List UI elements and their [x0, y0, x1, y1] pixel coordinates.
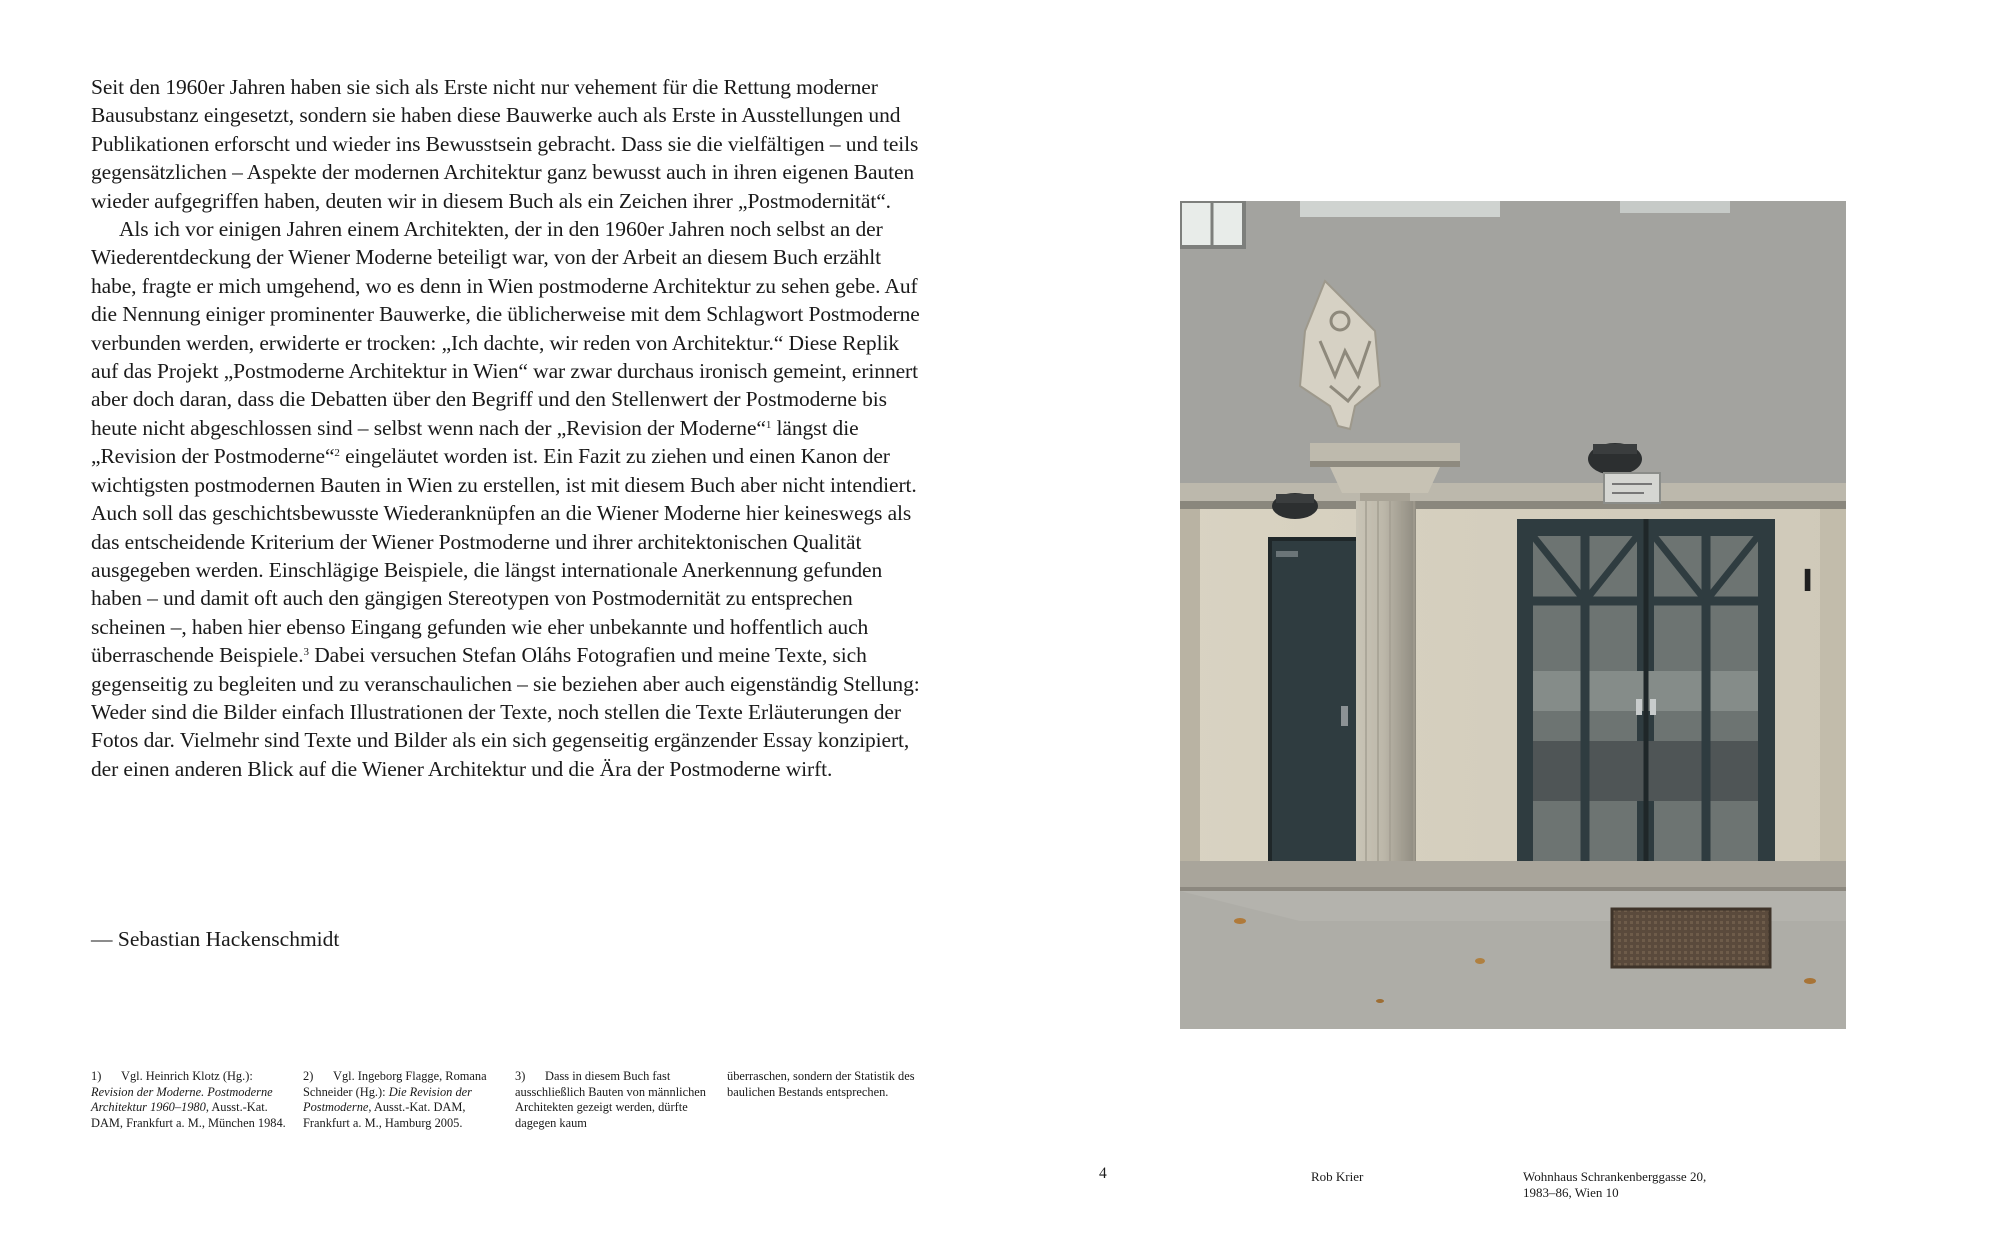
caption-building — [1523, 1169, 1783, 1201]
entrance-photograph — [1180, 201, 1846, 1029]
footnote-title: Revision der Moderne. Postmoderne Architektur 1960–1980 — [91, 1084, 273, 1115]
footnote-ref-1: 1 — [765, 418, 772, 431]
footnote-title: Die Revision der Postmoderne — [303, 1084, 472, 1115]
footnote-3-continued: überraschen, sondern der Statistik des baulichen Bestands entsprechen. — [727, 1069, 915, 1099]
footnote-ref-2: 2 — [334, 447, 340, 460]
facade-render — [1180, 201, 1846, 501]
paragraph-2-part-c: eingeläutet worden ist. Ein Fazit zu ziehen und einen Kanon der wichtigsten postmodernen Bauten in Wien zu erstellen, ist mit diesem Buch aber nicht intendiert. Auch soll das geschichtsbewusste Wiederanknüpfen an die Wiener Moderne hier keineswegs als das entscheidende Kriterium der Wiener Postmoderne und ihrer architektonischen Qualität ausgegeben werden. Einschlägige Beispiele, die längst internationale Anerkennung gefunden haben – und damit oft auch den gängigen Stereotypen von Postmodernität zu entsprechen scheinen –, haben hier ebenso Eingang gefunden wie eher unbekannte und hoffentlich auch überraschende Beispiele. — [91, 444, 917, 668]
footnote-number: 1) — [91, 1069, 102, 1083]
right-double-door — [1517, 519, 1775, 887]
left-door — [1270, 539, 1362, 864]
footnote-2 — [303, 1069, 499, 1131]
page-number: 4 — [1099, 1165, 1107, 1182]
door-number: I — [1802, 564, 1814, 599]
caption-building-line-2: 1983–86, Wien 10 — [1523, 1185, 1619, 1200]
paragraph-2-part-b: längst die „Revision der Postmoderne“ — [91, 415, 859, 469]
body-text — [91, 73, 931, 783]
paragraph-1: Seit den 1960er Jahren haben sie sich als Erste nicht nur vehement für die Rettung moderner Bausubstanz eingesetzt, sondern sie haben diese Bauwerke auch als Erste in Ausstellungen und Publikationen erforscht und wieder ins Bewusstsein gebracht. Dass sie die vielfältigen – und teils gegensätzlichen – Aspekte der modernen Architektur ganz bewusst auch in ihren eigenen Bauten wieder aufgegriffen haben, deuten wir in diesem Buch als ein Zeichen ihrer „Postmodernität“. — [91, 75, 919, 213]
footnote-3 — [515, 1069, 711, 1131]
paragraph-2-part-a: Als ich vor einigen Jahren einem Architekten, der in den 1960er Jahren noch selbst an der Wiederentdeckung der Wiener Moderne beteiligt war, von der Arbeit an diesem Buch erzählt habe, fragte er mich umgehend, wo es denn in Wien postmoderne Architektur zu sehen gebe. Auf die Nennung einiger prominenter Bauwerke, die üblicherweise mit dem Schlagwort Postmoderne verbunden werden, erwiderte er trocken: „Ich dachte, wir reden von Architektur.“ Diese Replik auf das Projekt „Postmoderne Architektur in Wien“ war zwar durchaus ironisch gemeint, erinnert aber doch daran, dass die Debatten über den Begriff und den Stellenwert der Postmoderne bis heute nicht abgeschlossen sind – selbst wenn nach der „Revision der Moderne“ — [91, 217, 920, 440]
footnote-number: 3) — [515, 1069, 526, 1083]
name-plate — [1604, 473, 1660, 503]
caption-building-line-1: Wohnhaus Schrankenberggasse 20, — [1523, 1169, 1707, 1184]
caption-architect: Rob Krier — [1311, 1169, 1364, 1184]
author-signature: — Sebastian Hackenschmidt — [91, 927, 340, 951]
footnote-rest: , Ausst.-Kat. DAM, Frankfurt a. M., München 1984. — [91, 1100, 286, 1130]
paragraph-2-part-d: Dabei versuchen Stefan Oláhs Fotografien und meine Texte, sich gegenseitig zu begleiten und zu veranschaulichen – sie beziehen aber auch eigenständig Stellung: Weder sind die Bilder einfach Illustrationen der Texte, noch stellen die Texte Erläuterungen der Fotos dar. Vielmehr sind Texte und Bilder als ein sich gegenseitig ergänzender Essay konzipiert, der einen anderen Blick auf die Wiener Architektur und die Ära der Postmoderne wirft. — [91, 643, 920, 781]
paragraph-2 — [91, 215, 931, 783]
footnote-number: 2) — [303, 1069, 314, 1083]
door-mat — [1612, 909, 1770, 967]
footnote-rest: , Ausst.-Kat. DAM, Frankfurt a. M., Hamburg 2005. — [303, 1100, 466, 1130]
footnote-lead: Vgl. Ingeborg Flagge, Romana Schneider (Hg.): — [303, 1069, 487, 1099]
footnote-ref-3: 3 — [303, 646, 309, 659]
entrance-step — [1180, 861, 1846, 891]
footnote-1 — [91, 1069, 291, 1131]
footnote-lead: Vgl. Heinrich Klotz (Hg.): — [121, 1069, 253, 1083]
footnote-text: Dass in diesem Buch fast ausschließlich Bauten von männlichen Architekten gezeigt werden, dürfte dagegen kaum — [515, 1069, 706, 1130]
entrance-photo-illustration — [1180, 201, 1846, 1029]
